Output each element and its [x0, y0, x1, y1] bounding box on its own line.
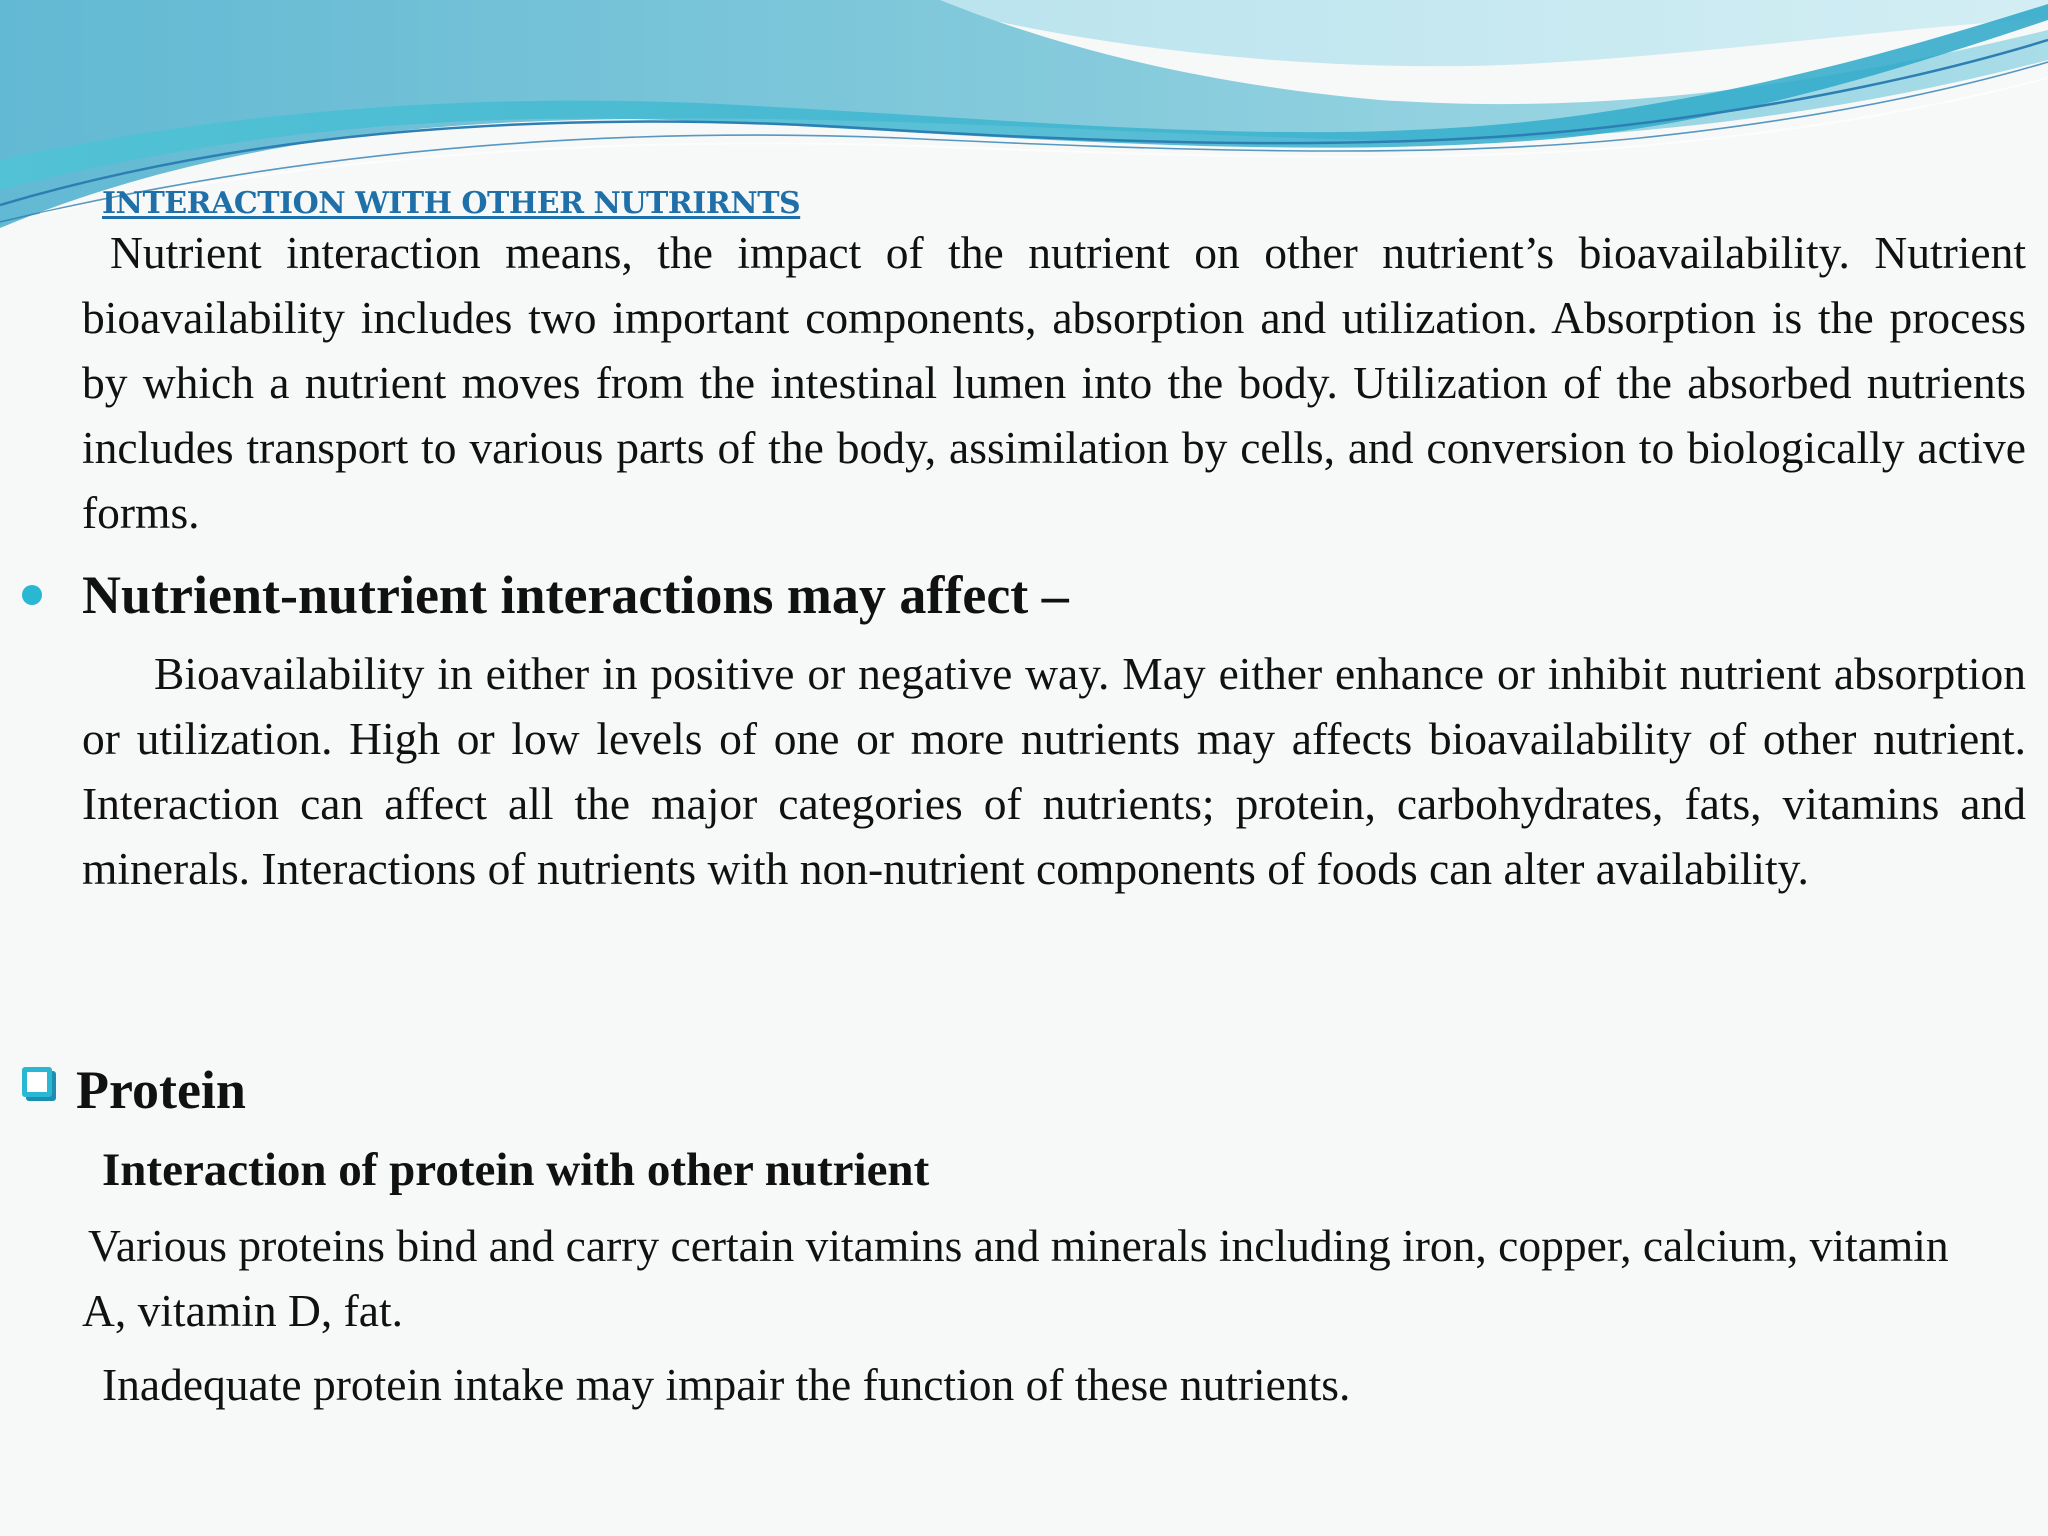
intro-rest: Nutrient bioavailability includes two important components, absorption and utilization. Absorption is the process by which a nutrient moves from the intestinal lumen into the body. Utilization of the absorbed nutrients includes transport to various parts of the body, assimilation by cells, and conversion to biologically active forms. [82, 227, 2027, 538]
protein-heading: Protein [76, 1060, 246, 1120]
protein-closing-line: Inadequate protein intake may impair the function of these nutrients. [102, 1359, 1351, 1410]
bullet-heading: Nutrient-nutrient interactions may affect – [82, 565, 1069, 625]
affect-paragraph [82, 641, 2026, 901]
protein-paragraph-text: Various proteins bind and carry certain vitamins and minerals including iron, copper, calcium, vitamin A, vitamin D, fat. [82, 1220, 1949, 1336]
protein-heading-row [22, 1055, 246, 1125]
intro-paragraph [82, 220, 2026, 545]
slide-title: INTERACTION WITH OTHER NUTRIRNTS [102, 186, 801, 221]
affect-text: Bioavailability in either in positive or negative way. May either enhance or inhibit nutrient absorption or utilization. High or low levels of one or more nutrients may affects bioavailability of other nutrient. Interaction can affect all the major categories of nutrients; protein, carbohydrates, fats, vitamins and minerals. Interactions of nutrients with non-nutrient components of foods can alter availability. [82, 648, 2026, 894]
protein-paragraph [82, 1213, 1982, 1343]
checkbox-icon [22, 1067, 52, 1097]
protein-subheading: Interaction of protein with other nutrient [102, 1144, 930, 1196]
bullet-dot-icon [22, 585, 42, 605]
bullet-heading-row [22, 560, 1069, 630]
intro-first-line: Nutrient interaction means, the impact of the nutrient on other nutrient’s bioavailability. [110, 227, 1850, 278]
